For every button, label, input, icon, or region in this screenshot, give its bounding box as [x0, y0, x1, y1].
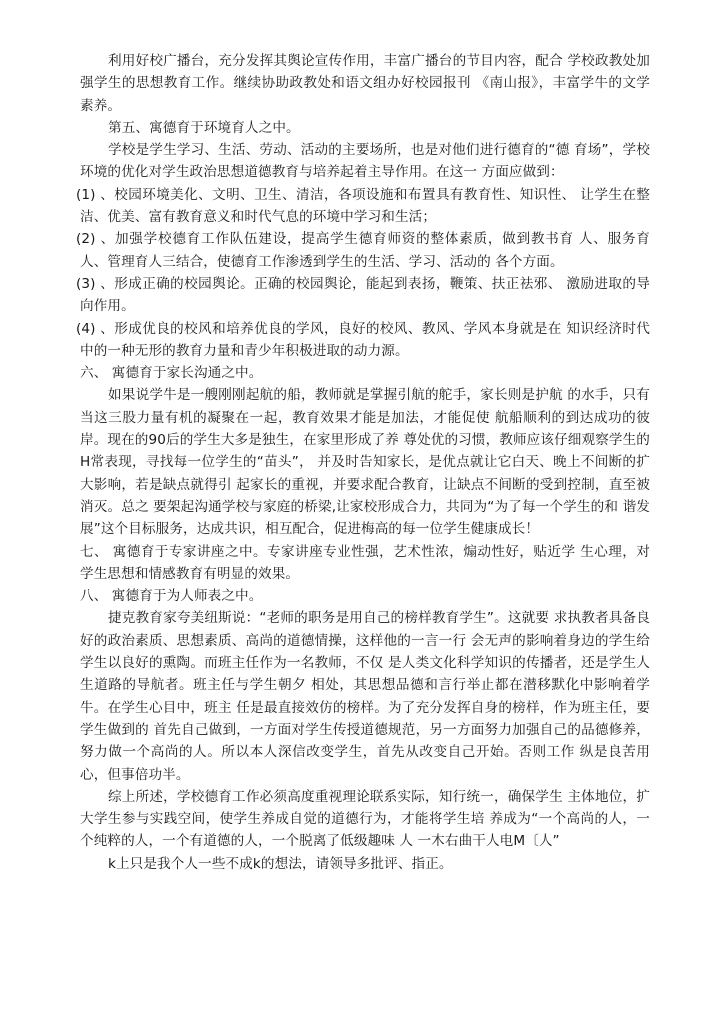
section-heading-lectures: 七、 寓德育于专家讲座之中。专家讲座专业性强，艺术性浓，煽动性好，贴近学 生心理，对学生思想和情感教育有明显的效果。 — [80, 543, 650, 582]
list-item-4: (4) 、形成优良的校风和培养优良的学风，良好的校风、教风、学风本身就是在 知识经济时代中的一种无形的教育力量和青少年积极进取的动力源。 — [76, 320, 650, 359]
paragraph-parents: 如果说学牛是一艘刚刚起航的船，教师就是掌握引航的舵手，家长则是护航 的水手，只有当这三股力量有机的凝聚在一起，教育效果才能是加法，才能促使 航船顺利的到达成功的彼岸。现在的90后的学生大多是独生，在家里形成了养 尊处优的习惯，教师应该仔细观察学生的H常表现，寻找每一位学生的“苗头”， 并及时告知家长，是优点就让它白天、晚上不间断的扩大影响，若是缺点就得引 起家长的重视，并要求配合教育，让缺点不间断的受到控制，直至被消灭。总之 要架起沟通学校与家庭的桥梁,让家校形成合力，共同为“为了每一个学生的和 谐发展”这个目标服务，达成共识，相互配合，促进梅高的每一位学生健康成长！ — [80, 387, 650, 538]
document-body — [76, 50, 650, 875]
list-item-2: (2) 、加强学校德育工作队伍建设，提高学生德育师资的整体素质，做到教书育 人、服务育人、管理育人三结合，使德育工作渗透到学生的生活、学习、活动的 各个方面。 — [76, 231, 650, 270]
paragraph-closing: k上只是我个人一些不成k的想法，请领导多批评、指正。 — [108, 855, 453, 872]
section-heading-parents: 六、 寓德育于家长沟通之中。 — [80, 365, 263, 382]
list-item-3: (3) 、形成正确的校园舆论。正确的校园舆论，能起到表扬，鞭策、扶正祛邪、 激励进取的导向作用。 — [76, 275, 650, 315]
list-item-1: (1) 、校园环境美化、文明、卫生、清洁，各项设施和布置具有教育性、知识性、 让学生在整洁、优美、富有教育意义和时代气息的环境中学习和生活； — [76, 186, 650, 226]
paragraph-broadcast: 利用好校广播台，充分发挥其舆论宣传作用，丰富广播台的节目内容，配合 学校政教处加强学生的思想教育工作。继续协助政教处和语文组办好校园报刊 《南山报》，丰富学牛的文学素养。 — [80, 53, 650, 114]
paragraph-environment: 学校是学生学习、生活、劳动、活动的主要场所，也是对他们进行德育的“德 育场”，学校环境的优化对学生政治思想道德教育与培养起着主导作用。在这一 方面应做到： — [80, 142, 650, 181]
section-heading-role-model: 八、 寓德育于为人师表之中。 — [80, 588, 263, 605]
paragraph-role-model: 捷克教育家夸美纽斯说：“老师的职务是用自己的榜样教育学生”。这就要 求执教者具备良好的政治素质、思想素质、高尚的道德情操，这样他的一言一行 会无声的影响着身边的学生给学生以良好的熏陶。而班主任作为一名教师，不仅 是人类文化科学知识的传播者，还是学生人生道路的导航者。班主任与学生朝夕 相处，其思想品德和言行举止都在潜移默化中影响着学牛。在学生心目中，班主 任是最直接效仿的榜样。为了充分发挥自身的榜样，作为班主任，要学生做到的 首先自己做到，一方面对学生传授道德规范，另一方面努力加强自己的品德修养，努力做一个高尚的人。所以本人深信改变学生，首先从改变自己开始。否则工作 纵是良苦用心，但事倍功半。 — [80, 610, 650, 783]
section-heading-environment: 第五、寓德育于环境育人之中。 — [108, 119, 300, 136]
paragraph-summary: 综上所述，学校德育工作必须高度重视理论联系实际，知行统一，确保学生 主体地位，扩大学生参与实践空间，使学生养成自觉的道德行为，才能将学生培 养成为“一个高尚的人，一个纯粹的人，一个有道德的人，一个脱离了低级趣味 人 一木右曲干人电M〔人” — [80, 788, 650, 850]
